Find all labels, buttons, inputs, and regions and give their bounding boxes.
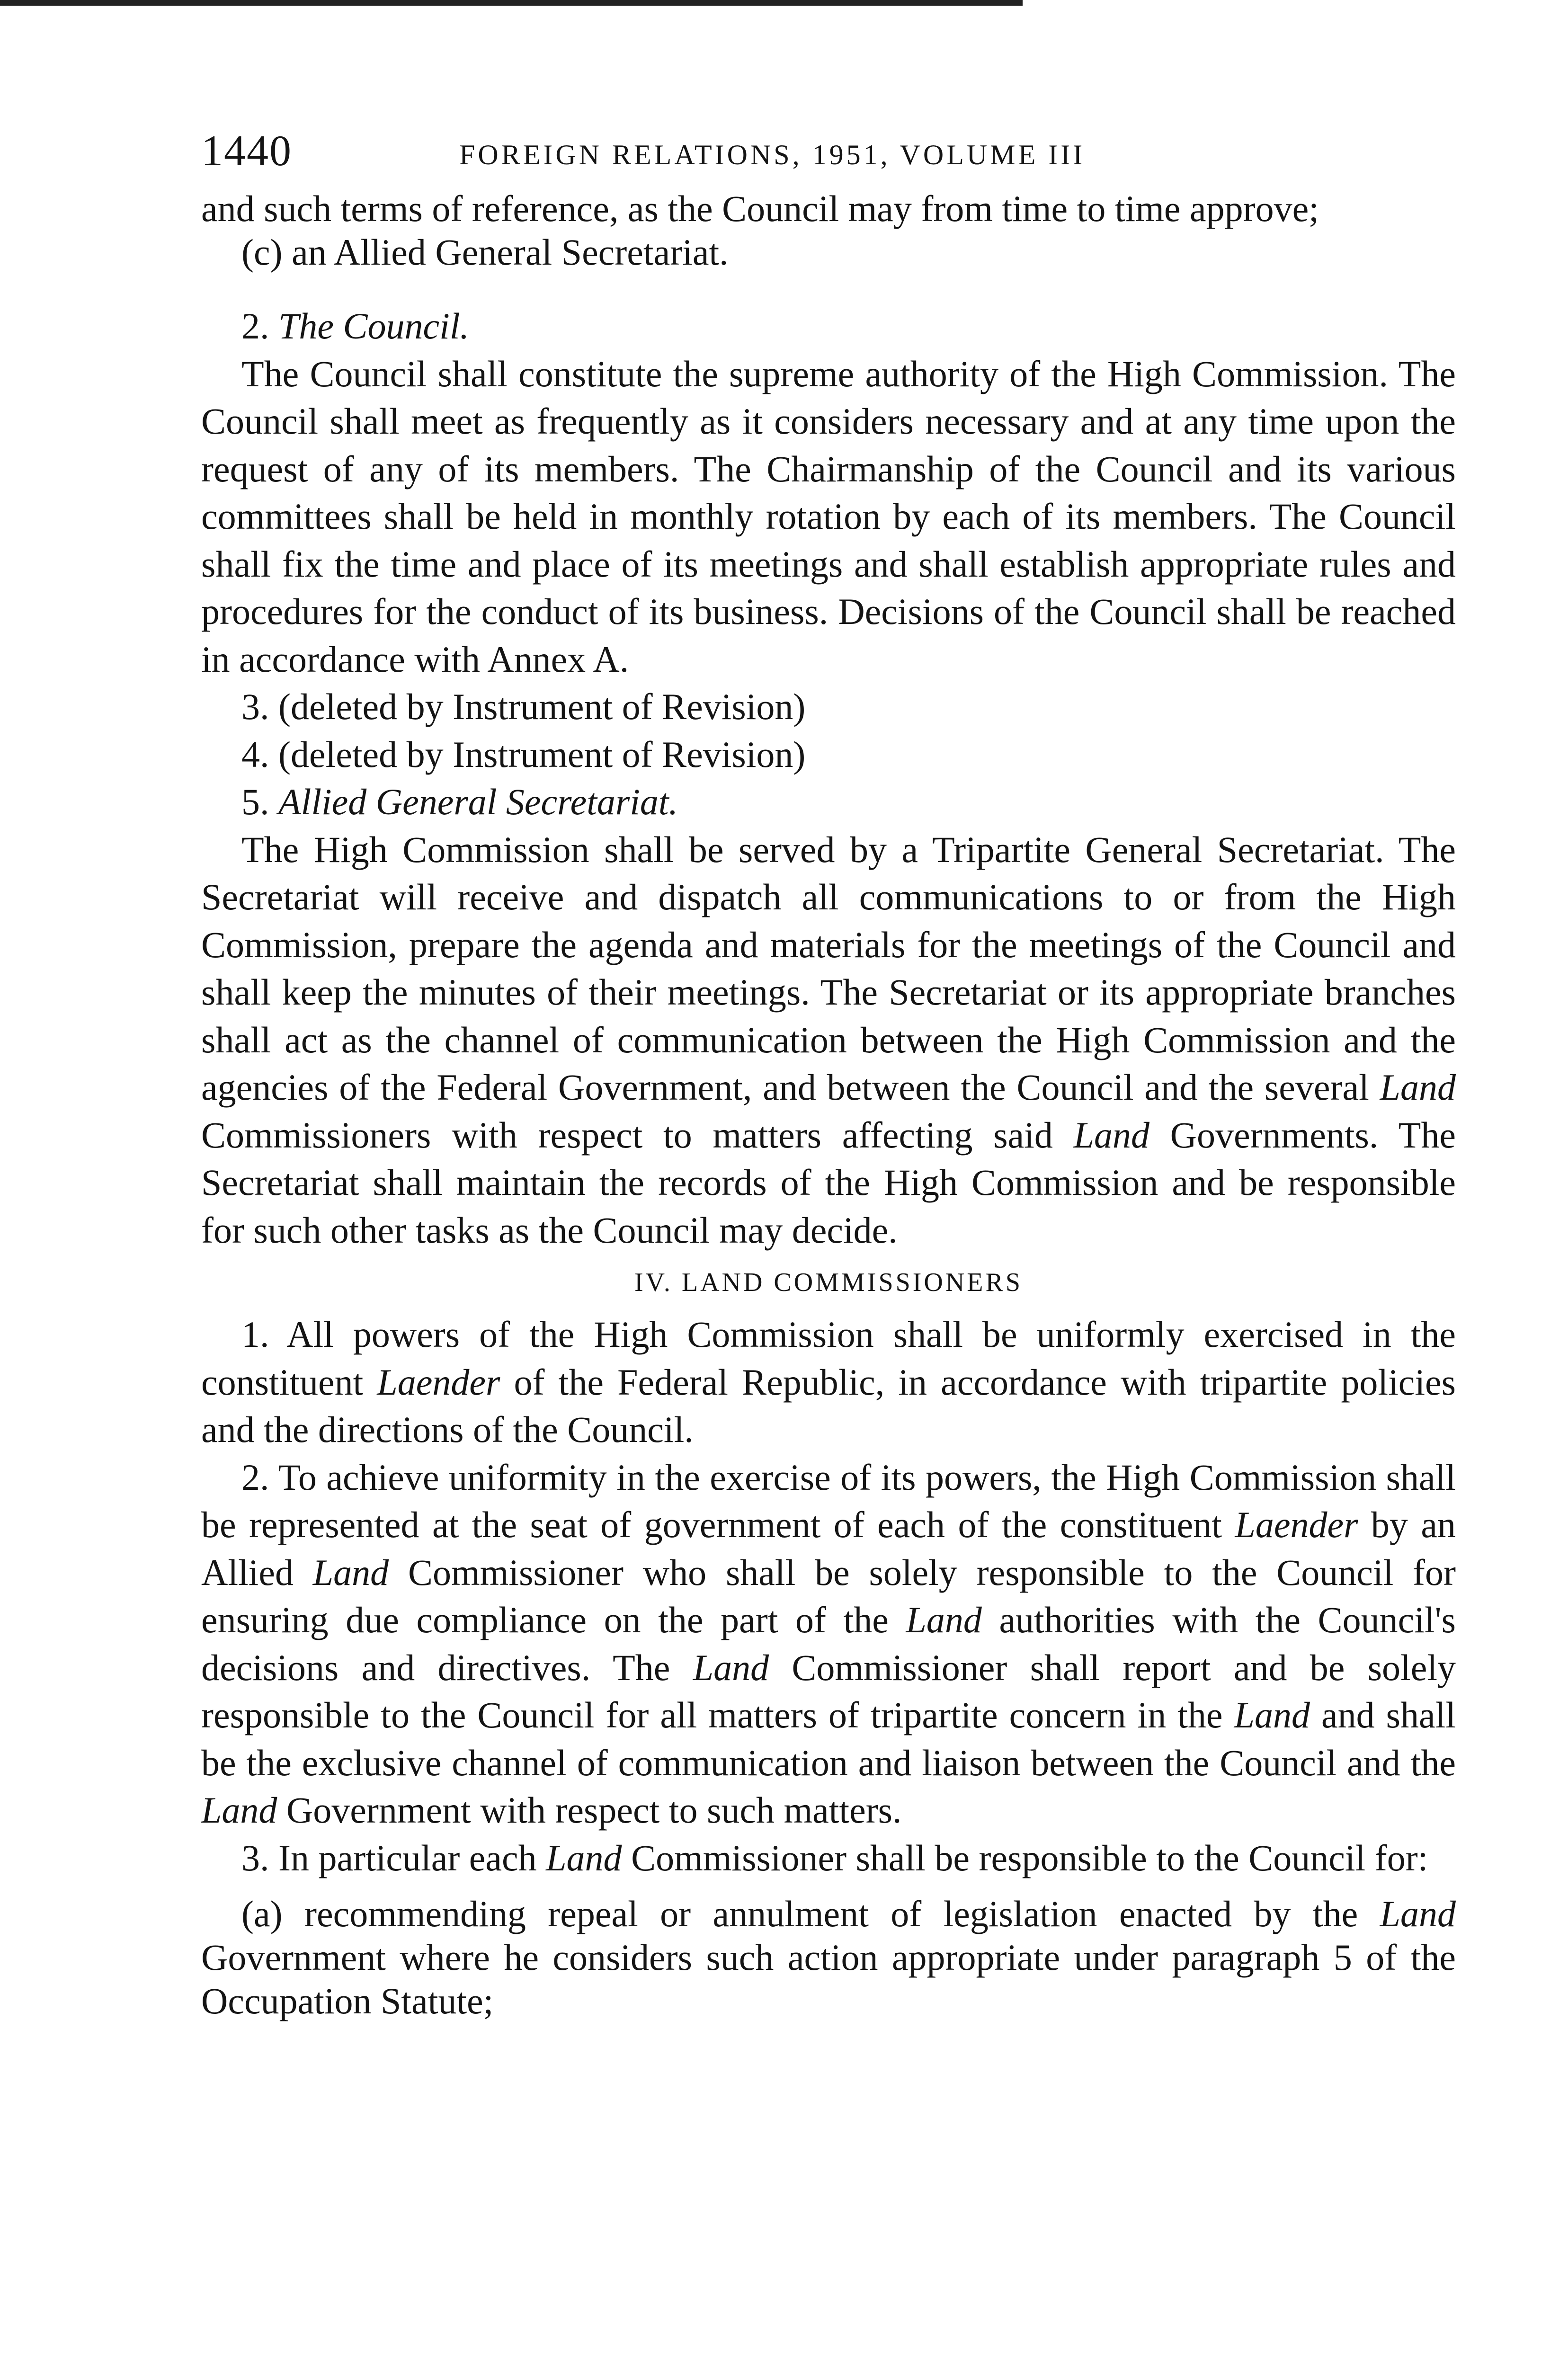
item-a: (a) recommending repeal or annulment of legislation enacted by the Land Government where he considers such action appropriate under paragraph 5 of the Occupation Statute;: [201, 1893, 1456, 2021]
land-term: Land: [1380, 1893, 1456, 1934]
land-term: Land: [1073, 1114, 1149, 1156]
land-term: Land: [906, 1599, 982, 1640]
section-heading-land-commissioners: IV. LAND COMMISSIONERS: [634, 1268, 1023, 1297]
laender-term: Laender: [1235, 1504, 1358, 1545]
page-header: [201, 121, 1456, 187]
page-number: 1440: [201, 126, 292, 175]
item-a-label: (a): [241, 1893, 283, 1934]
land-term: Land: [201, 1789, 277, 1831]
council-heading-number: 2.: [241, 305, 269, 347]
document-page: [201, 121, 1456, 2023]
running-head: FOREIGN RELATIONS, 1951, VOLUME III: [459, 139, 1086, 170]
deleted-item-4: 4. (deleted by Instrument of Revision): [241, 733, 806, 775]
laender-term: Laender: [377, 1361, 500, 1403]
land-term: Land: [1380, 1067, 1456, 1108]
land-term: Land: [693, 1646, 769, 1688]
land-commissioners-paragraph-3: 3. In particular each Land Commissioner shall be responsible to the Council for:: [241, 1837, 1428, 1878]
land-term: Land: [546, 1837, 622, 1878]
secretariat-heading: [201, 778, 1456, 826]
land-commissioners-paragraph-1: 1. All powers of the High Commission shall be uniformly exercised in the constituent Laender of the Federal Republic, in accordance with tripartite policies and the directions of the Council.: [201, 1314, 1456, 1450]
council-paragraph: The Council shall constitute the supreme authority of the High Commission. The Council shall meet as frequently as it considers necessary and at any time upon the request of any of its members. The Chairmanship of the Council and its various committees shall be held in monthly rotation by each of its members. The Council shall fix the time and place of its meetings and shall establish appropriate rules and procedures for the conduct of its business. Decisions of the Council shall be reached in accordance with Annex A.: [201, 353, 1456, 680]
council-heading-title: The Council.: [278, 305, 469, 347]
deleted-item-3: 3. (deleted by Instrument of Revision): [241, 686, 806, 727]
secretariat-heading-number: 5.: [241, 781, 269, 822]
land-term: Land: [312, 1551, 389, 1593]
council-heading: [201, 303, 1456, 350]
land-commissioners-paragraph-2: 2. To achieve uniformity in the exercise of its powers, the High Commission shall be represented at the seat of government of each of the constituent Laender by an Allied Land Commissioner who shall be solely responsible to the Council for ensuring due compliance on the part of the Land authorities with the Council's decisions and directives. The Land Commissioner shall report and be solely responsible to the Council for all matters of tripartite concern in the Land and shall be the exclusive channel of communication and liaison between the Council and the Land Government with respect to such matters.: [201, 1456, 1456, 1831]
top-rule: [0, 0, 1023, 6]
secretariat-paragraph: The High Commission shall be served by a Tripartite General Secretariat. The Secretariat will receive and dispatch all communications to or from the High Commission, prepare the agenda and materials for the meetings of the Council and shall keep the minutes of their meetings. The Secretariat or its appropriate branches shall act as the channel of communication between the High Commission and the agencies of the Federal Government, and between the Council and the several Land Commissioners with respect to matters affecting said Land Governments. The Secretariat shall maintain the records of the High Commission and be responsible for such other tasks as the Council may decide.: [201, 828, 1456, 1251]
item-c: (c) an Allied General Secretariat.: [241, 231, 729, 273]
intro-paragraph: and such terms of reference, as the Council may from time to time approve;: [201, 188, 1319, 229]
secretariat-heading-title: Allied General Secretariat.: [278, 781, 678, 822]
intro-block: [201, 187, 1456, 274]
land-term: Land: [1234, 1694, 1310, 1735]
